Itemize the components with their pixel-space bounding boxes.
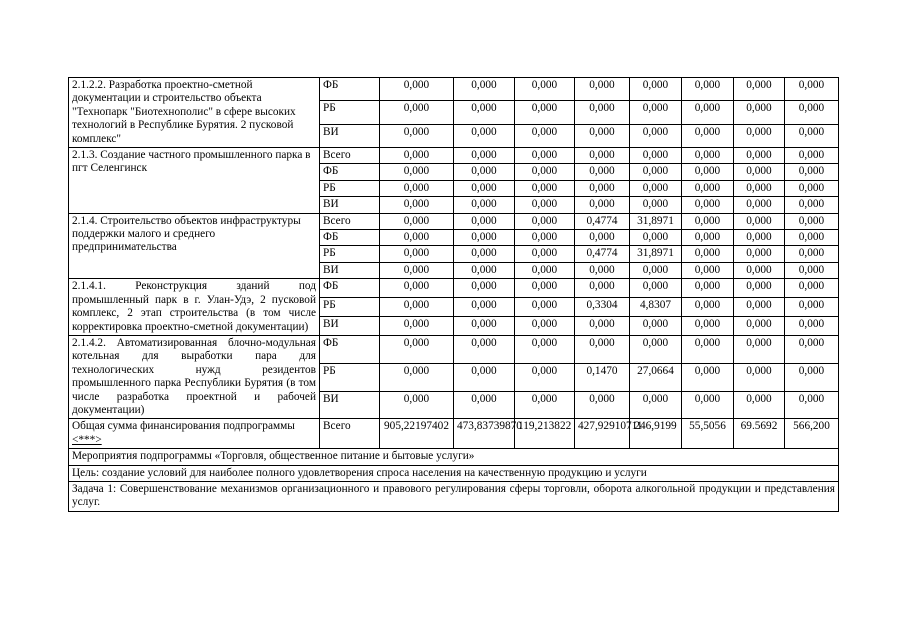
amount-cell: 0,000 <box>734 335 785 363</box>
amount-cell: 0,000 <box>575 262 630 278</box>
amount-cell: 0,000 <box>630 180 682 196</box>
amount-cell: 0,000 <box>380 335 454 363</box>
amount-cell: 0,000 <box>380 124 454 147</box>
amount-cell: 31,8971 <box>630 246 682 262</box>
amount-cell: 0,000 <box>734 78 785 101</box>
amount-cell: 0,000 <box>682 363 734 391</box>
measure-title: 2.1.2.2. Разработка проектно-сметной документации и строительство объекта "Технопарк "Биотехнополис" в сфере высоких технологий в Республике Бурятия. 2 пусковой комплекс" <box>69 78 320 148</box>
amount-cell: 0,000 <box>734 391 785 419</box>
table-row <box>69 213 839 229</box>
total-row <box>69 419 839 449</box>
amount-cell: 0,000 <box>630 317 682 336</box>
amount-cell: 0,000 <box>734 298 785 317</box>
amount-cell: 0,000 <box>380 230 454 246</box>
amount-cell: 0,000 <box>630 262 682 278</box>
amount-cell: 0,000 <box>454 279 515 298</box>
amount-cell: 0,000 <box>454 101 515 124</box>
funding-source: ФБ <box>320 230 380 246</box>
funding-source: РБ <box>320 363 380 391</box>
amount-cell: 69.5692 <box>734 419 785 449</box>
amount-cell: 0,000 <box>682 335 734 363</box>
amount-cell: 0,000 <box>515 197 575 213</box>
amount-cell: 27,0664 <box>630 363 682 391</box>
amount-cell: 0,000 <box>682 317 734 336</box>
amount-cell: 0,000 <box>734 180 785 196</box>
section-note-row <box>69 465 839 481</box>
funding-source: ФБ <box>320 279 380 298</box>
amount-cell: 0,000 <box>380 317 454 336</box>
amount-cell: 0,000 <box>515 164 575 180</box>
amount-cell: 0,000 <box>630 78 682 101</box>
amount-cell: 0,000 <box>454 335 515 363</box>
measure-title: 2.1.4. Строительство объектов инфраструктуры поддержки малого и среднего предпринимательства <box>69 213 320 279</box>
financing-table <box>68 77 839 512</box>
table-row <box>69 279 839 298</box>
amount-cell: 0,000 <box>682 78 734 101</box>
amount-cell: 0,000 <box>575 164 630 180</box>
funding-source: ФБ <box>320 335 380 363</box>
amount-cell: 0,000 <box>454 298 515 317</box>
amount-cell: 0,000 <box>515 335 575 363</box>
amount-cell: 0,000 <box>630 230 682 246</box>
amount-cell: 0,000 <box>734 262 785 278</box>
amount-cell: 0,000 <box>734 230 785 246</box>
amount-cell: 0,000 <box>454 246 515 262</box>
amount-cell: 0,000 <box>515 363 575 391</box>
amount-cell: 0,000 <box>785 391 839 419</box>
amount-cell: 0,000 <box>785 213 839 229</box>
amount-cell: 0,000 <box>575 148 630 164</box>
amount-cell: 0,000 <box>785 197 839 213</box>
amount-cell: 0,000 <box>575 391 630 419</box>
amount-cell: 0,000 <box>734 363 785 391</box>
amount-cell: 0,000 <box>785 262 839 278</box>
amount-cell: 0,000 <box>575 101 630 124</box>
funding-source: РБ <box>320 101 380 124</box>
funding-source: ВИ <box>320 262 380 278</box>
funding-source: РБ <box>320 180 380 196</box>
amount-cell: 0,000 <box>515 124 575 147</box>
total-title-text: Общая сумма финансирования подпрограммы <box>72 420 295 433</box>
amount-cell: 0,000 <box>380 213 454 229</box>
amount-cell: 0,000 <box>734 317 785 336</box>
amount-cell: 0,000 <box>575 335 630 363</box>
measure-title: 2.1.4.1. Реконструкция зданий под промышленный парк в г. Улан-Удэ, 2 пусковой комплекс, 2 этап строительства (в том числе корректировка проектно-сметной документации) <box>69 279 320 336</box>
amount-cell: 0,000 <box>380 180 454 196</box>
amount-cell: 0,000 <box>515 180 575 196</box>
amount-cell: 0,000 <box>682 246 734 262</box>
amount-cell: 0,000 <box>380 246 454 262</box>
amount-cell: 0,000 <box>734 164 785 180</box>
amount-cell: 0,000 <box>575 230 630 246</box>
section-note: Мероприятия подпрограммы «Торговля, общественное питание и бытовые услуги» <box>69 449 839 465</box>
funding-source: ФБ <box>320 164 380 180</box>
amount-cell: 0,000 <box>515 213 575 229</box>
amount-cell: 31,8971 <box>630 213 682 229</box>
amount-cell: 0,000 <box>630 391 682 419</box>
measure-title: 2.1.3. Создание частного промышленного парка в пгт Селенгинск <box>69 148 320 214</box>
funding-source: Всего <box>320 213 380 229</box>
amount-cell: 0,000 <box>380 101 454 124</box>
amount-cell: 0,000 <box>515 101 575 124</box>
amount-cell: 0,000 <box>454 164 515 180</box>
amount-cell: 0,000 <box>734 246 785 262</box>
amount-cell: 473,83739870 <box>454 419 515 449</box>
amount-cell: 0,4774 <box>575 246 630 262</box>
document-page <box>68 77 838 512</box>
amount-cell: 0,000 <box>575 180 630 196</box>
amount-cell: 0,000 <box>380 298 454 317</box>
table-row <box>69 78 839 101</box>
amount-cell: 0,000 <box>630 164 682 180</box>
amount-cell: 0,000 <box>734 124 785 147</box>
amount-cell: 0,000 <box>630 279 682 298</box>
measure-title: 2.1.4.2. Автоматизированная блочно-модульная котельная для выработки пара для технологических нужд резидентов промышленного парка Республики Бурятия (в том числе разработка проектной и рабочей документации) <box>69 335 320 418</box>
amount-cell: 0,000 <box>515 230 575 246</box>
amount-cell: 0,000 <box>785 363 839 391</box>
amount-cell: 0,000 <box>454 148 515 164</box>
amount-cell: 0,000 <box>682 391 734 419</box>
amount-cell: 0,000 <box>380 78 454 101</box>
amount-cell: 0,000 <box>682 298 734 317</box>
section-note-row <box>69 449 839 465</box>
amount-cell: 0,000 <box>630 148 682 164</box>
amount-cell: 0,000 <box>682 230 734 246</box>
section-note-row <box>69 481 839 511</box>
amount-cell: 55,5056 <box>682 419 734 449</box>
amount-cell: 0,000 <box>454 262 515 278</box>
amount-cell: 905,22197402 <box>380 419 454 449</box>
table-row <box>69 148 839 164</box>
funding-source: Всего <box>320 419 380 449</box>
total-title <box>69 419 320 449</box>
amount-cell: 0,000 <box>785 180 839 196</box>
amount-cell: 0,000 <box>454 78 515 101</box>
amount-cell: 0,000 <box>454 180 515 196</box>
amount-cell: 0,000 <box>682 180 734 196</box>
amount-cell: 0,000 <box>515 78 575 101</box>
amount-cell: 0,000 <box>380 164 454 180</box>
amount-cell: 0,000 <box>575 197 630 213</box>
amount-cell: 4,8307 <box>630 298 682 317</box>
amount-cell: 0,000 <box>682 262 734 278</box>
amount-cell: 119,213822 <box>515 419 575 449</box>
amount-cell: 0,000 <box>682 197 734 213</box>
amount-cell: 0,000 <box>454 230 515 246</box>
amount-cell: 0,000 <box>682 124 734 147</box>
amount-cell: 0,000 <box>515 391 575 419</box>
amount-cell: 0,000 <box>575 124 630 147</box>
funding-source: Всего <box>320 148 380 164</box>
amount-cell: 566,200 <box>785 419 839 449</box>
amount-cell: 0,000 <box>734 148 785 164</box>
amount-cell: 0,000 <box>785 317 839 336</box>
funding-source: РБ <box>320 246 380 262</box>
amount-cell: 0,000 <box>454 317 515 336</box>
funding-source: ФБ <box>320 78 380 101</box>
amount-cell: 0,000 <box>380 363 454 391</box>
amount-cell: 0,000 <box>785 298 839 317</box>
section-note: Цель: создание условий для наиболее полного удовлетворения спроса населения на качественную продукцию и услуги <box>69 465 839 481</box>
amount-cell: 0,000 <box>515 148 575 164</box>
amount-cell: 0,000 <box>454 124 515 147</box>
amount-cell: 0,000 <box>454 213 515 229</box>
amount-cell: 0,000 <box>682 164 734 180</box>
amount-cell: 0,000 <box>734 101 785 124</box>
footnote-reference-link[interactable]: <***> <box>72 433 102 446</box>
amount-cell: 0,000 <box>454 197 515 213</box>
amount-cell: 0,000 <box>630 197 682 213</box>
amount-cell: 0,000 <box>682 148 734 164</box>
amount-cell: 0,000 <box>785 164 839 180</box>
funding-source: ВИ <box>320 197 380 213</box>
amount-cell: 0,000 <box>785 279 839 298</box>
amount-cell: 0,000 <box>785 78 839 101</box>
amount-cell: 0,000 <box>785 124 839 147</box>
funding-source: ВИ <box>320 391 380 419</box>
amount-cell: 0,000 <box>575 279 630 298</box>
amount-cell: 0,000 <box>682 213 734 229</box>
amount-cell: 0,000 <box>630 101 682 124</box>
amount-cell: 0,4774 <box>575 213 630 229</box>
amount-cell: 0,000 <box>785 148 839 164</box>
amount-cell: 0,000 <box>785 101 839 124</box>
amount-cell: 0,000 <box>380 262 454 278</box>
amount-cell: 0,000 <box>380 197 454 213</box>
amount-cell: 0,000 <box>515 298 575 317</box>
table-row <box>69 335 839 363</box>
amount-cell: 0,000 <box>380 148 454 164</box>
amount-cell: 0,000 <box>682 279 734 298</box>
amount-cell: 0,000 <box>515 317 575 336</box>
funding-source: ВИ <box>320 124 380 147</box>
amount-cell: 0,000 <box>734 197 785 213</box>
amount-cell: 0,000 <box>682 101 734 124</box>
amount-cell: 0,000 <box>734 279 785 298</box>
funding-source: РБ <box>320 298 380 317</box>
amount-cell: 0,000 <box>515 262 575 278</box>
amount-cell: 0,3304 <box>575 298 630 317</box>
amount-cell: 0,000 <box>515 246 575 262</box>
amount-cell: 0,000 <box>454 391 515 419</box>
amount-cell: 0,000 <box>734 213 785 229</box>
amount-cell: 0,000 <box>785 246 839 262</box>
amount-cell: 0,000 <box>380 391 454 419</box>
amount-cell: 0,000 <box>575 317 630 336</box>
section-note: Задача 1: Совершенствование механизмов организационного и правового регулирования сферы торговли, оборота алкогольной продукции и представления услуг. <box>69 481 839 511</box>
amount-cell: 0,000 <box>515 279 575 298</box>
amount-cell: 0,000 <box>785 230 839 246</box>
amount-cell: 0,000 <box>630 124 682 147</box>
amount-cell: 0,000 <box>454 363 515 391</box>
amount-cell: 0,000 <box>575 78 630 101</box>
amount-cell: 0,000 <box>785 335 839 363</box>
amount-cell: 0,000 <box>630 335 682 363</box>
amount-cell: 0,1470 <box>575 363 630 391</box>
funding-source: ВИ <box>320 317 380 336</box>
amount-cell: 0,000 <box>380 279 454 298</box>
amount-cell: 427,92910711 <box>575 419 630 449</box>
amount-cell: 246,9199 <box>630 419 682 449</box>
